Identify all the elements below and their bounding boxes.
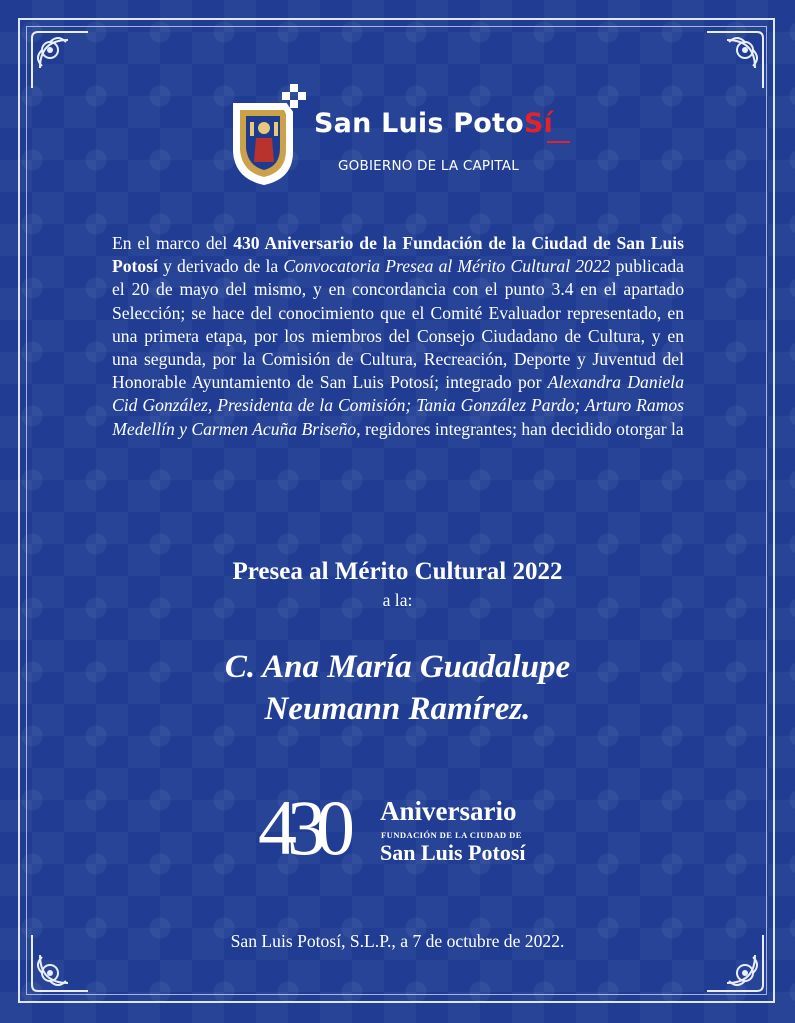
award-to-label: a la: xyxy=(382,590,413,610)
recipient-line-2: Neumann Ramírez. xyxy=(264,691,531,727)
announcement-paragraph: En el marco del 430 Aniversario de la Fundación de la Ciudad de San Luis Potosí y derivado de la Convocatoria Presea al Mérito Cultural 2022 publicada el 20 de mayo del mismo, y en concordancia con el punto 3.4 en el apartado Selección; se hace del conocimiento que el Comité Evaluador representado, en una primera etapa, por los miembros del Consejo Ciudadano de Cultura, y en una segunda, por la Comisión de Cultura, Recreación, Deporte y Juventud del Honorable Ayuntamiento de San Luis Potosí; integrado por Alexandra Daniela Cid González, Presidenta de la Comisión; Tania González Pardo; Arturo Ramos Medellín y Carmen Acuña Briseño, regidores integrantes; han decidido otorgar la xyxy=(112,233,684,439)
award-title: Presea al Mérito Cultural 2022 xyxy=(232,558,563,585)
brand-title-accent: Sí xyxy=(523,108,553,139)
committee-members: Alexandra Daniela Cid González, Presidenta de la Comisión; Tania González Pardo; Arturo Ramos Medellín y Carmen Acuña Briseño xyxy=(112,372,684,439)
corner-ornament-icon xyxy=(28,28,92,92)
anniversary-highlight: 430 Aniversario de la Fundación de la Ciudad de San Luis Potosí xyxy=(112,233,684,277)
call-title: Convocatoria Presea al Mérito Cultural 2022 xyxy=(283,256,611,277)
anniversary-number: 430 xyxy=(258,784,345,871)
city-government-logo xyxy=(228,82,588,192)
place-and-date: San Luis Potosí, S.L.P., a 7 de octubre de 2022. xyxy=(230,931,565,951)
city-coat-of-arms-icon xyxy=(228,82,310,187)
recipient-line-1: C. Ana María Guadalupe xyxy=(224,649,571,685)
brand-title: San Luis PotoSí xyxy=(314,108,553,139)
recipient-name xyxy=(0,646,795,730)
brand-accent-underline xyxy=(547,141,570,143)
anniversary-logo xyxy=(258,784,548,874)
anniversary-city: San Luis Potosí xyxy=(380,840,526,865)
brand-subtitle: GOBIERNO DE LA CAPITAL xyxy=(338,158,519,174)
anniversary-subtitle: FUNDACIÓN DE LA CIUDAD DE xyxy=(381,830,522,840)
corner-ornament-icon xyxy=(703,28,767,92)
anniversary-title: Aniversario xyxy=(380,796,517,826)
